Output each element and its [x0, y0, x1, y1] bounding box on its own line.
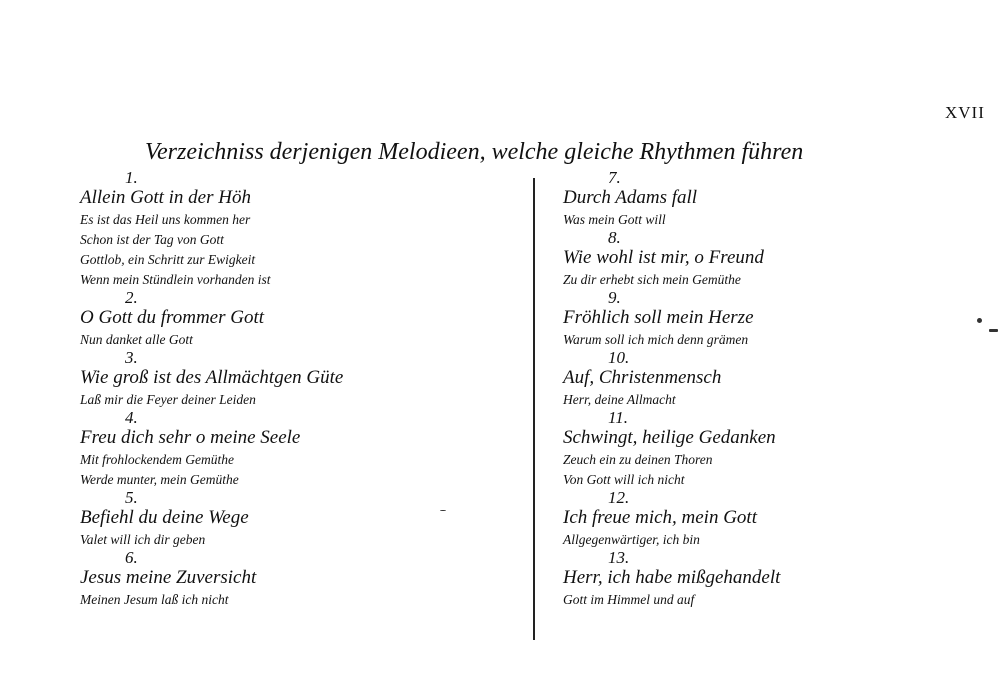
group-number: 9.: [608, 288, 621, 307]
melody-group: [563, 490, 1000, 550]
melody-group: [80, 350, 520, 410]
related-hymn: Von Gott will ich nicht: [563, 472, 685, 487]
melody-title: Freu dich sehr o meine Seele: [80, 427, 301, 448]
melody-group: [80, 490, 520, 550]
related-hymn: Werde munter, mein Gemüthe: [80, 472, 239, 487]
related-hymn: Nun danket alle Gott: [80, 332, 193, 347]
group-number: 13.: [608, 548, 630, 567]
melody-title: Herr, ich habe mißgehandelt: [563, 567, 781, 588]
group-number: 1.: [125, 168, 138, 187]
group-number: 11.: [608, 408, 628, 427]
page-title: Verzeichniss derjenigen Melodieen, welche gleiche Rhythmen führen: [145, 139, 804, 165]
melody-group: [563, 410, 1000, 490]
related-hymn: Herr, deine Allmacht: [563, 392, 676, 407]
related-hymn: Schon ist der Tag von Gott: [80, 232, 224, 247]
melody-group: [80, 410, 520, 490]
melody-title: Fröhlich soll mein Herze: [563, 307, 754, 328]
melody-title: Durch Adams fall: [563, 187, 698, 208]
related-hymn: Es ist das Heil uns kommen her: [80, 212, 251, 227]
related-hymn: Was mein Gott will: [563, 212, 666, 227]
group-number: 10.: [608, 348, 630, 367]
group-number: 7.: [608, 168, 621, 187]
group-number: 2.: [125, 288, 138, 307]
melody-title: Wie groß ist des Allmächtgen Güte: [80, 367, 344, 388]
related-hymn: Gottlob, ein Schritt zur Ewigkeit: [80, 252, 256, 267]
group-number: 3.: [125, 348, 138, 367]
melody-group: [563, 230, 1000, 290]
melody-title: Auf, Christenmensch: [563, 367, 722, 388]
melody-group: [563, 170, 1000, 230]
related-hymn: Zeuch ein zu deinen Thoren: [563, 452, 713, 467]
related-hymn: Laß mir die Feyer deiner Leiden: [80, 392, 256, 407]
group-number: 12.: [608, 488, 630, 507]
right-column: [563, 170, 1000, 610]
related-hymn: Wenn mein Stündlein vorhanden ist: [80, 272, 271, 287]
ink-speck: [989, 329, 998, 332]
group-number: 6.: [125, 548, 138, 567]
group-number: 8.: [608, 228, 621, 247]
melody-title: Schwingt, heilige Gedanken: [563, 427, 776, 448]
column-divider: [533, 178, 535, 640]
related-hymn: Warum soll ich mich denn grämen: [563, 332, 749, 347]
ink-speck: [440, 510, 446, 511]
melody-group: [80, 290, 520, 350]
related-hymn: Meinen Jesum laß ich nicht: [80, 592, 229, 607]
melody-title: Ich freue mich, mein Gott: [563, 507, 757, 528]
melody-group: [563, 550, 1000, 610]
ink-speck: [977, 318, 982, 323]
melody-group: [80, 550, 520, 610]
melody-group: [563, 290, 1000, 350]
related-hymn: Gott im Himmel und auf: [563, 592, 695, 607]
melody-title: O Gott du frommer Gott: [80, 307, 265, 328]
group-number: 4.: [125, 408, 138, 427]
melody-title: Jesus meine Zuversicht: [80, 567, 257, 588]
group-number: 5.: [125, 488, 138, 507]
related-hymn: Allgegenwärtiger, ich bin: [563, 532, 700, 547]
melody-group: [563, 350, 1000, 410]
left-column: [80, 170, 520, 610]
melody-group: [80, 170, 520, 290]
related-hymn: Zu dir erhebt sich mein Gemüthe: [563, 272, 741, 287]
page-number: XVII: [945, 103, 985, 122]
related-hymn: Valet will ich dir geben: [80, 532, 206, 547]
melody-title: Allein Gott in der Höh: [80, 187, 251, 208]
melody-title: Wie wohl ist mir, o Freund: [563, 247, 764, 268]
related-hymn: Mit frohlockendem Gemüthe: [80, 452, 234, 467]
melody-title: Befiehl du deine Wege: [80, 507, 249, 528]
